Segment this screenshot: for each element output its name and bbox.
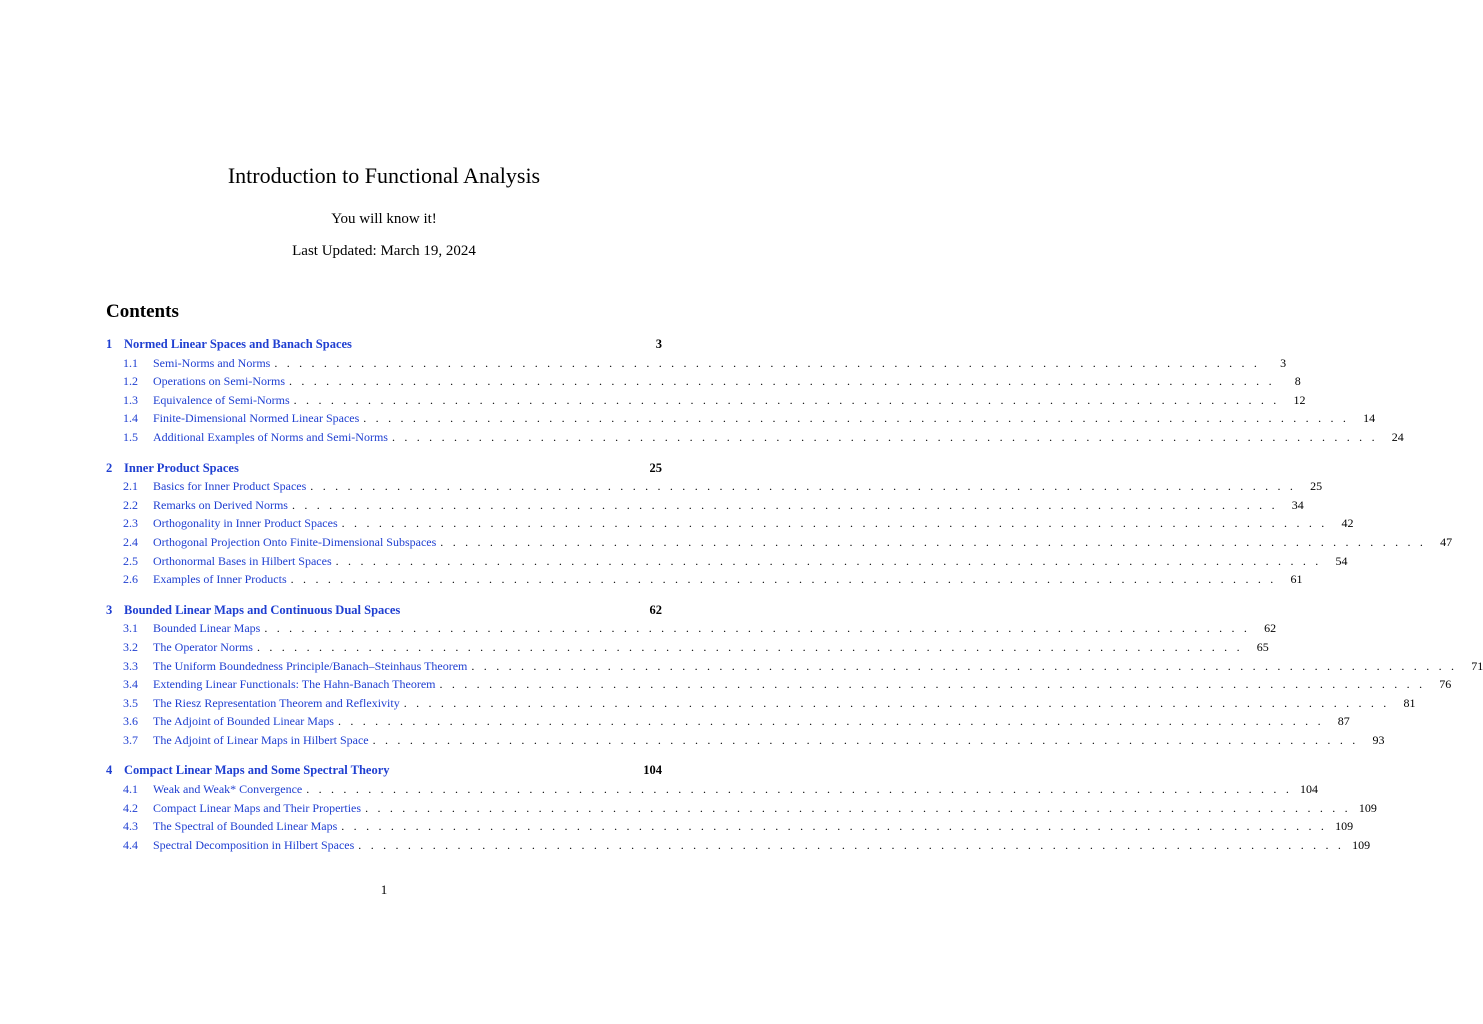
- section-title-link[interactable]: Examples of Inner Products: [153, 572, 287, 587]
- section-number[interactable]: 1.1: [123, 355, 138, 370]
- section-title-link[interactable]: Remarks on Derived Norms: [153, 497, 288, 512]
- toc-chapter[interactable]: [106, 335, 662, 354]
- toc-chapter[interactable]: [106, 601, 662, 620]
- section-page: 109: [1358, 800, 1377, 815]
- leader-dots: . . . . . . . . . . . . . . . . . . . . . . . . . . . . . . . . . . . . . . . . . . . . . . . . . . . . . . . . . . . . . . . . . . . . . . . . . . . . . . . .: [291, 497, 1278, 512]
- section-page: 61: [1290, 572, 1303, 587]
- chapter-title-link[interactable]: Inner Product Spaces: [124, 460, 239, 475]
- last-updated: Last Updated: March 19, 2024: [292, 243, 476, 259]
- toc-section[interactable]: [106, 731, 1385, 750]
- chapter-title-link[interactable]: Normed Linear Spaces and Banach Spaces: [124, 337, 352, 351]
- section-page: 87: [1337, 714, 1350, 729]
- leader-dots: . . . . . . . . . . . . . . . . . . . . . . . . . . . . . . . . . . . . . . . . . . . . . . . . . . . . . . . . . . . . . . . . . . . . . . . . . . . . . . . .: [439, 677, 1426, 692]
- section-page: 54: [1335, 553, 1348, 568]
- section-number[interactable]: 2.4: [123, 534, 138, 549]
- leader-dots: . . . . . . . . . . . . . . . . . . . . . . . . . . . . . . . . . . . . . . . . . . . . . . . . . . . . . . . . . . . . . . . . . . . . . . . . . . . . . . . .: [391, 429, 1378, 444]
- leader-dots: . . . . . . . . . . . . . . . . . . . . . . . . . . . . . . . . . . . . . . . . . . . . . . . . . . . . . . . . . . . . . . . . . . . . . . . . . . . . . . . .: [306, 782, 1293, 797]
- leader-dots: . . . . . . . . . . . . . . . . . . . . . . . . . . . . . . . . . . . . . . . . . . . . . . . . . . . . . . . . . . . . . . . . . . . . . . . . . . . . . . . .: [264, 621, 1251, 636]
- leader-dots: . . . . . . . . . . . . . . . . . . . . . . . . . . . . . . . . . . . . . . . . . . . . . . . . . . . . . . . . . . . . . . . . . . . . . . . . . . . . . . . .: [372, 732, 1359, 747]
- toc-section[interactable]: [106, 619, 1277, 638]
- section-number[interactable]: 1.4: [123, 411, 138, 426]
- leader-dots: . . . . . . . . . . . . . . . . . . . . . . . . . . . . . . . . . . . . . . . . . . . . . . . . . . . . . . . . . . . . . . . . . . . . . . . . . . . . . . . .: [365, 800, 1351, 815]
- section-page: 76: [1439, 677, 1452, 692]
- toc-section[interactable]: [106, 657, 1483, 676]
- toc-section[interactable]: [106, 638, 1269, 657]
- section-title-link[interactable]: Orthogonality in Inner Product Spaces: [153, 516, 338, 531]
- section-number[interactable]: 4.1: [123, 782, 138, 797]
- toc-section[interactable]: [106, 477, 1323, 496]
- toc-section[interactable]: [106, 533, 1453, 552]
- section-page: 62: [1264, 621, 1277, 636]
- section-number[interactable]: 3.2: [123, 639, 138, 654]
- leader-dots: . . . . . . . . . . . . . . . . . . . . . . . . . . . . . . . . . . . . . . . . . . . . . . . . . . . . . . . . . . . . . . . . . . . . . . . . . . . . . . . .: [288, 374, 1275, 389]
- section-page: 65: [1256, 639, 1269, 654]
- leader-dots: . . . . . . . . . . . . . . . . . . . . . . . . . . . . . . . . . . . . . . . . . . . . . . . . . . . . . . . . . . . . . . . . . . . . . . . . . . . . . . . .: [440, 534, 1427, 549]
- section-page: 42: [1341, 516, 1354, 531]
- chapter-number[interactable]: 4: [106, 763, 113, 778]
- toc-section[interactable]: [106, 694, 1416, 713]
- section-number[interactable]: 3.7: [123, 732, 138, 747]
- toc-section[interactable]: [106, 428, 1404, 447]
- toc-section[interactable]: [106, 712, 1350, 731]
- toc-section[interactable]: [106, 391, 1306, 410]
- section-title-link[interactable]: Compact Linear Maps and Their Properties: [153, 800, 362, 815]
- section-page: 24: [1391, 429, 1404, 444]
- section-title-link[interactable]: The Spectral of Bounded Linear Maps: [153, 819, 338, 834]
- section-title-link[interactable]: Operations on Semi-Norms: [153, 374, 285, 389]
- contents-heading: Contents: [106, 301, 179, 322]
- toc-section[interactable]: [106, 799, 1377, 818]
- section-number[interactable]: 2.5: [123, 553, 138, 568]
- chapter-page: 3: [655, 337, 662, 351]
- section-title-link[interactable]: Finite-Dimensional Normed Linear Spaces: [153, 411, 360, 426]
- leader-dots: . . . . . . . . . . . . . . . . . . . . . . . . . . . . . . . . . . . . . . . . . . . . . . . . . . . . . . . . . . . . . . . . . . . . . . . . . . . . . . . .: [293, 392, 1280, 407]
- section-number[interactable]: 4.2: [123, 800, 138, 815]
- section-number[interactable]: 2.1: [123, 479, 138, 494]
- toc-section[interactable]: [106, 514, 1354, 533]
- leader-dots: . . . . . . . . . . . . . . . . . . . . . . . . . . . . . . . . . . . . . . . . . . . . . . . . . . . . . . . . . . . . . . . . . . . . . . . . . . . . . . . .: [358, 837, 1345, 852]
- chapter-title-link[interactable]: Compact Linear Maps and Some Spectral Theory: [124, 763, 390, 778]
- chapter-page: 104: [643, 763, 662, 778]
- section-number[interactable]: 3.4: [123, 677, 138, 692]
- section-number[interactable]: 4.4: [123, 837, 138, 852]
- toc-section[interactable]: [106, 570, 1303, 589]
- section-page: 12: [1293, 392, 1306, 407]
- toc-chapter[interactable]: [106, 459, 662, 478]
- section-page: 81: [1403, 695, 1416, 710]
- toc-chapter[interactable]: [106, 761, 662, 780]
- table-of-contents: [106, 335, 1483, 854]
- chapter-page: 62: [649, 602, 662, 617]
- section-title-link[interactable]: Spectral Decomposition in Hilbert Spaces: [153, 837, 355, 852]
- toc-section[interactable]: [106, 817, 1354, 836]
- section-page: 8: [1294, 374, 1301, 389]
- leader-dots: . . . . . . . . . . . . . . . . . . . . . . . . . . . . . . . . . . . . . . . . . . . . . . . . . . . . . . . . . . . . . . . . . . . . . . . . . . . . . . . .: [256, 639, 1243, 654]
- chapter-number[interactable]: 3: [106, 602, 113, 617]
- section-number[interactable]: 3.3: [123, 658, 138, 673]
- leader-dots: . . . . . . . . . . . . . . . . . . . . . . . . . . . . . . . . . . . . . . . . . . . . . . . . . . . . . . . . . . . . . . . . . . . . . . . . . . . . . . . .: [310, 479, 1297, 494]
- section-page: 25: [1310, 479, 1323, 494]
- section-page: 71: [1471, 658, 1483, 673]
- section-page: 3: [1280, 355, 1287, 370]
- toc-section[interactable]: [106, 552, 1348, 571]
- section-title-link[interactable]: Bounded Linear Maps: [153, 621, 261, 636]
- section-title-link[interactable]: Additional Examples of Norms and Semi-Norms: [153, 429, 388, 444]
- section-title-link[interactable]: Extending Linear Functionals: The Hahn-Banach Theorem: [153, 677, 436, 692]
- section-page: 47: [1440, 534, 1453, 549]
- section-number[interactable]: 3.5: [123, 695, 138, 710]
- section-title-link[interactable]: The Adjoint of Linear Maps in Hilbert Space: [153, 732, 369, 747]
- section-number[interactable]: 3.1: [123, 621, 138, 636]
- toc-section[interactable]: [106, 409, 1376, 428]
- section-number[interactable]: 1.3: [123, 392, 138, 407]
- chapter-number[interactable]: 2: [106, 460, 113, 475]
- section-title-link[interactable]: Basics for Inner Product Spaces: [153, 479, 307, 494]
- section-number[interactable]: 2.3: [123, 516, 138, 531]
- section-title-link[interactable]: Orthonormal Bases in Hilbert Spaces: [153, 553, 332, 568]
- leader-dots: . . . . . . . . . . . . . . . . . . . . . . . . . . . . . . . . . . . . . . . . . . . . . . . . . . . . . . . . . . . . . . . . . . . . . . . . . . . . . . . .: [337, 714, 1324, 729]
- section-number[interactable]: 1.5: [123, 429, 138, 444]
- section-title-link[interactable]: The Uniform Boundedness Principle/Banach–Steinhaus Theorem: [153, 658, 468, 673]
- document-subtitle: You will know it!: [331, 211, 437, 227]
- leader-dots: . . . . . . . . . . . . . . . . . . . . . . . . . . . . . . . . . . . . . . . . . . . . . . . . . . . . . . . . . . . . . . . . . . . . . . . . . . . . . . . .: [363, 411, 1350, 426]
- section-title-link[interactable]: Orthogonal Projection Onto Finite-Dimensional Subspaces: [153, 534, 437, 549]
- toc-section[interactable]: [106, 836, 1371, 855]
- leader-dots: . . . . . . . . . . . . . . . . . . . . . . . . . . . . . . . . . . . . . . . . . . . . . . . . . . . . . . . . . . . . . . . . . . . . . . . . . . . . . . . .: [274, 355, 1261, 370]
- section-number[interactable]: 2.2: [123, 497, 138, 512]
- toc-section[interactable]: [106, 372, 1301, 391]
- toc-section[interactable]: [106, 675, 1452, 694]
- section-number[interactable]: 1.2: [123, 374, 138, 389]
- section-number[interactable]: 2.6: [123, 572, 138, 587]
- chapter-number[interactable]: 1: [106, 337, 113, 351]
- leader-dots: . . . . . . . . . . . . . . . . . . . . . . . . . . . . . . . . . . . . . . . . . . . . . . . . . . . . . . . . . . . . . . . . . . . . . . . . . . . . . . . .: [471, 658, 1458, 673]
- section-title-link[interactable]: Semi-Norms and Norms: [153, 355, 271, 370]
- leader-dots: . . . . . . . . . . . . . . . . . . . . . . . . . . . . . . . . . . . . . . . . . . . . . . . . . . . . . . . . . . . . . . . . . . . . . . . . . . . . . . . .: [403, 695, 1390, 710]
- toc-section[interactable]: [106, 780, 1319, 799]
- section-page: 109: [1335, 819, 1354, 834]
- section-title-link[interactable]: The Riesz Representation Theorem and Reflexivity: [153, 695, 400, 710]
- section-title-link[interactable]: Weak and Weak* Convergence: [153, 782, 303, 797]
- leader-dots: . . . . . . . . . . . . . . . . . . . . . . . . . . . . . . . . . . . . . . . . . . . . . . . . . . . . . . . . . . . . . . . . . . . . . . . . . . . . . . . .: [341, 819, 1328, 834]
- toc-section[interactable]: [106, 496, 1304, 515]
- page-number: 1: [380, 882, 388, 897]
- leader-dots: . . . . . . . . . . . . . . . . . . . . . . . . . . . . . . . . . . . . . . . . . . . . . . . . . . . . . . . . . . . . . . . . . . . . . . . . . . . . . . . .: [290, 572, 1277, 587]
- chapter-page: 25: [649, 460, 662, 475]
- section-page: 34: [1291, 497, 1304, 512]
- section-page: 93: [1372, 732, 1385, 747]
- chapter-title-link[interactable]: Bounded Linear Maps and Continuous Dual Spaces: [124, 602, 401, 617]
- leader-dots: . . . . . . . . . . . . . . . . . . . . . . . . . . . . . . . . . . . . . . . . . . . . . . . . . . . . . . . . . . . . . . . . . . . . . . . . . . . . . . . .: [335, 553, 1322, 568]
- section-number[interactable]: 3.6: [123, 714, 138, 729]
- section-title-link[interactable]: The Operator Norms: [153, 639, 253, 654]
- toc-section[interactable]: [106, 354, 1287, 373]
- section-title-link[interactable]: Equivalence of Semi-Norms: [153, 392, 290, 407]
- section-title-link[interactable]: The Adjoint of Bounded Linear Maps: [153, 714, 334, 729]
- document-title: Introduction to Functional Analysis: [227, 163, 541, 188]
- section-page: 109: [1352, 837, 1371, 852]
- section-page: 14: [1363, 411, 1376, 426]
- section-page: 104: [1300, 782, 1319, 797]
- section-number[interactable]: 4.3: [123, 819, 138, 834]
- leader-dots: . . . . . . . . . . . . . . . . . . . . . . . . . . . . . . . . . . . . . . . . . . . . . . . . . . . . . . . . . . . . . . . . . . . . . . . . . . . . . . . .: [341, 516, 1328, 531]
